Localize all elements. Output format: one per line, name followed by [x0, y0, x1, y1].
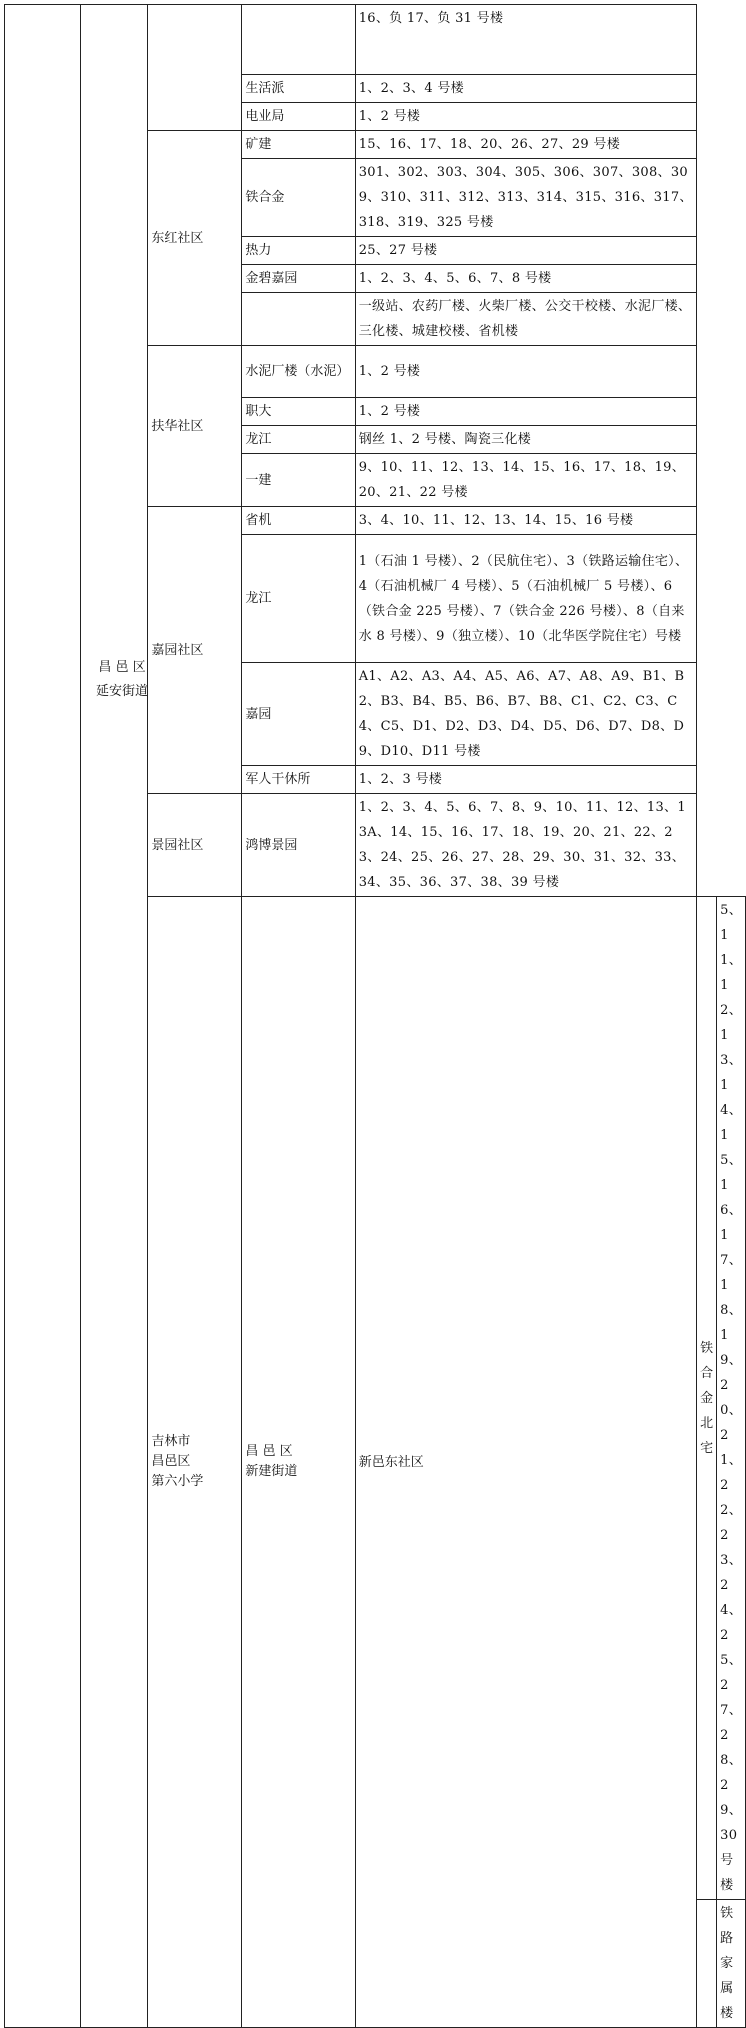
unit-cell [242, 5, 355, 75]
unit-cell [697, 1900, 717, 2028]
unit-cell: 铁合金 [242, 159, 355, 237]
community-cell: 东红社区 [148, 131, 242, 346]
unit-cell: 龙江 [242, 426, 355, 454]
address-cell: 1（石油 1 号楼）、2（民航住宅）、3（铁路运输住宅）、4（石油机械厂 4 号楼）、5（石油机械厂 5 号楼）、6（铁合金 225 号楼）、7（铁合金 226 号楼）、8（自来水 8 号楼）、9（独立楼）、10（北华医学院住宅）号楼 [355, 535, 696, 663]
community-cell: 扶华社区 [148, 346, 242, 507]
address-cell: 25、27 号楼 [355, 237, 696, 265]
unit-cell: 水泥厂楼（水泥） [242, 346, 355, 398]
address-cell: 1、2 号楼 [355, 398, 696, 426]
unit-cell: 生活派 [242, 75, 355, 103]
unit-cell: 职大 [242, 398, 355, 426]
address-cell: 1、2 号楼 [355, 103, 696, 131]
community-cell: 新邑东社区 [355, 897, 696, 2028]
unit-cell: 嘉园 [242, 663, 355, 766]
address-cell: 16、负 17、负 31 号楼 [355, 5, 696, 75]
address-cell: 1、2、3、4 号楼 [355, 75, 696, 103]
address-cell: 1、2、3 号楼 [355, 766, 696, 794]
unit-cell [242, 293, 355, 346]
address-cell: 3、4、10、11、12、13、14、15、16 号楼 [355, 507, 696, 535]
address-cell: 9、10、11、12、13、14、15、16、17、18、19、20、21、22 号楼 [355, 454, 696, 507]
unit-cell: 热力 [242, 237, 355, 265]
street-cell: 昌 邑 区 新建街道 [242, 897, 355, 2028]
street-label-yanan: 昌 邑 区 延安街道 [95, 660, 148, 699]
school-cell-blank [5, 5, 81, 2028]
unit-cell: 一建 [242, 454, 355, 507]
school-cell: 吉林市 昌邑区 第六小学 [148, 897, 242, 2028]
unit-cell: 金碧嘉园 [242, 265, 355, 293]
community-cell: 嘉园社区 [148, 507, 242, 794]
address-cell: 301、302、303、304、305、306、307、308、309、310、311、312、313、314、315、316、317、318、319、325 号楼 [355, 159, 696, 237]
address-cell: 1、2、3、4、5、6、7、8、9、10、11、12、13、13A、14、15、16、17、18、19、20、21、22、23、24、25、26、27、28、29、30、31、32、33、34、35、36、37、38、39 号楼 [355, 794, 696, 897]
address-cell: 一级站、农药厂楼、火柴厂楼、公交干校楼、水泥厂楼、三化楼、城建校楼、省机楼 [355, 293, 696, 346]
unit-cell: 军人干休所 [242, 766, 355, 794]
unit-cell: 龙江 [242, 535, 355, 663]
street-cell-blank [81, 5, 148, 2028]
address-cell: 1、2、3、4、5、6、7、8 号楼 [355, 265, 696, 293]
unit-cell: 铁合金北宅 [697, 897, 717, 1900]
address-cell: 1、2 号楼 [355, 346, 696, 398]
address-cell: 铁路家属楼 [717, 1900, 746, 2028]
address-cell: A1、A2、A3、A4、A5、A6、A7、A8、A9、B1、B2、B3、B4、B5、B6、B7、B8、C1、C2、C3、C4、C5、D1、D2、D3、D4、D5、D6、D7、D8、D9、D10、D11 号楼 [355, 663, 696, 766]
community-cell: 景园社区 [148, 794, 242, 897]
community-cell-blank [148, 5, 242, 131]
address-cell: 5、11、12、13、14、15、16、17、18、19、20、21、22、23、24、25、27、28、29、30 号楼 [717, 897, 746, 1900]
address-cell: 钢丝 1、2 号楼、陶瓷三化楼 [355, 426, 696, 454]
enrollment-zone-table [4, 4, 746, 2028]
address-cell: 15、16、17、18、20、26、27、29 号楼 [355, 131, 696, 159]
unit-cell: 矿建 [242, 131, 355, 159]
unit-cell: 电业局 [242, 103, 355, 131]
unit-cell: 省机 [242, 507, 355, 535]
unit-cell: 鸿博景园 [242, 794, 355, 897]
